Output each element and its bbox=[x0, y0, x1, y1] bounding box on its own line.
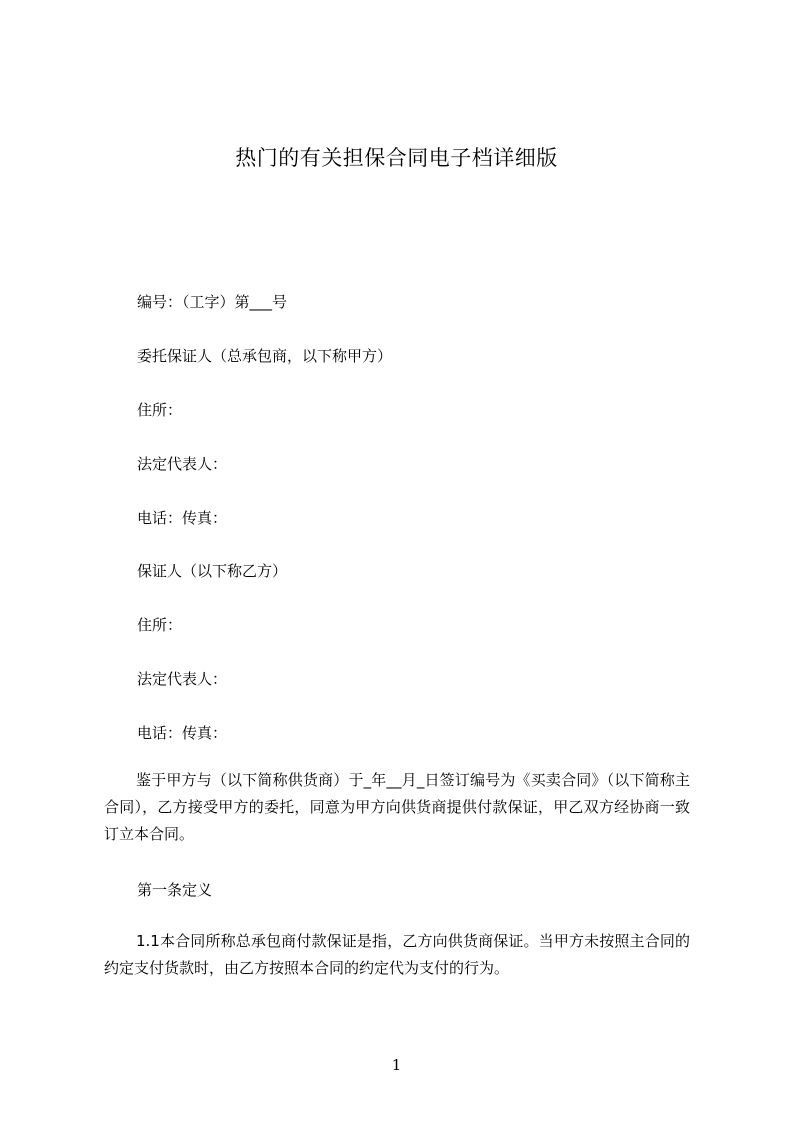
guarantor-party-line: 保证人（以下称乙方） bbox=[137, 562, 288, 580]
principal-party-line: 委托保证人（总承包商，以下称甲方） bbox=[137, 347, 393, 365]
principal-legal-rep-line: 法定代表人： bbox=[137, 455, 228, 473]
guarantor-legal-rep-line: 法定代表人： bbox=[137, 670, 228, 688]
principal-contact-line: 电话：传真： bbox=[137, 509, 228, 527]
principal-address-line: 住所： bbox=[137, 401, 183, 419]
document-title: 热门的有关担保合同电子档详细版 bbox=[235, 146, 558, 170]
guarantor-contact-line: 电话：传真： bbox=[137, 724, 228, 742]
preamble-paragraph: 鉴于甲方与（以下简称供货商）于_年__月_日签订编号为《买卖合同》（以下简称主合同），乙方接受甲方的委托，同意为甲方向供货商提供付款保证，甲乙双方经协商一致订立本合同。 bbox=[104, 771, 690, 843]
guarantor-address-line: 住所： bbox=[137, 616, 183, 634]
clause-1-1-paragraph: 1.1本合同所称总承包商付款保证是指，乙方向供货商保证。当甲方未按照主合同的约定支付货款时，由乙方按照本合同的约定代为支付的行为。 bbox=[104, 932, 690, 977]
page-number: 1 bbox=[391, 1056, 402, 1074]
contract-number-line: 编号：（工字）第___号 bbox=[137, 293, 288, 311]
article-1-heading: 第一条定义 bbox=[137, 881, 213, 899]
